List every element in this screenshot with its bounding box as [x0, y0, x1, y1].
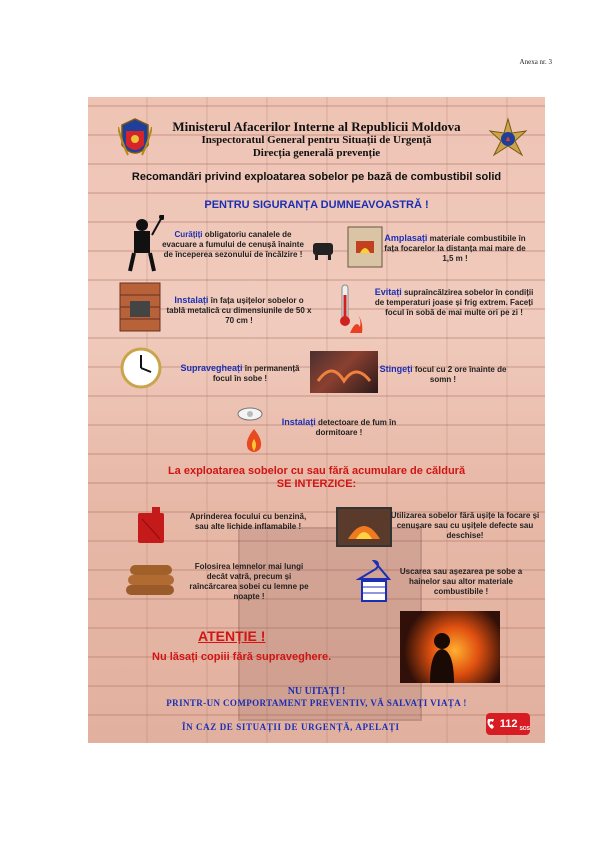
warning-title: ATENȚIE !	[198, 628, 266, 644]
rec-extinguish: Stingeți focul cu 2 ore înainte de somn !	[379, 364, 507, 384]
warning-text: Nu lăsați copiii fără supraveghere.	[152, 651, 332, 663]
jerrycan-icon	[136, 505, 166, 545]
flame-icon	[244, 427, 264, 453]
prohibit-gasoline: Aprinderea focului cu benzină, sau alte lichide inflamabile !	[189, 512, 307, 531]
rec-place-materials: Amplasați materiale combustibile în fața focarelor la distanța mai mare de 1,5 m !	[384, 233, 526, 263]
fire-safety-poster	[88, 97, 545, 743]
thermometer-flame-icon	[332, 283, 364, 335]
rec-smoke-detectors: Instalați detectoare de fum în dormitoare !	[281, 417, 397, 437]
ministry-name: Ministerul Afacerilor Interne al Republicii Moldova	[172, 119, 461, 134]
open-stove-icon	[336, 507, 392, 547]
rec-avoid-overheating: Evitați supraîncălzirea sobelor în condiții de temperaturi joase și frig extrem. Faceți focul în sobă de mai multe ori pe zi !	[374, 287, 534, 317]
clock-icon	[120, 347, 162, 389]
annex-label: Anexa nr. 3	[519, 58, 552, 66]
footer-reminder: NU UITAȚI !	[287, 686, 346, 697]
logs-icon	[124, 563, 178, 603]
armchair-icon	[310, 237, 336, 261]
child-fire-image	[400, 611, 500, 683]
fire-image	[310, 351, 378, 393]
hanger-icon	[356, 557, 392, 603]
emergency-number-badge: 112 SOS	[486, 713, 530, 735]
directorate-name: Direcția generală prevenție	[252, 147, 381, 159]
smoke-detector-icon	[236, 407, 264, 421]
stove-icon	[118, 281, 162, 333]
prohibit-drying-clothes: Uscarea sau așezarea pe sobe a hainelor sau altor materiale combustibile !	[399, 567, 523, 596]
poster-subtitle: PENTRU SIGURANȚA DUMNEAVOASTRĂ !	[204, 199, 429, 211]
footer-preventive: PRINTR-UN COMPORTAMENT PREVENTIV, VĂ SALVAȚI VIAȚA !	[166, 698, 467, 708]
poster-title: Recomandări privind exploatarea sobelor pe bază de combustibil solid	[131, 171, 502, 183]
rec-clean-chimney: Curățiți obligatoriu canalele de evacuare a fumului de cenușă înainte de începerea sezonului de încălzire !	[162, 230, 304, 259]
prohibit-long-logs: Folosirea lemnelor mai lungi decât vatră, precum și raîncărcarea sobei cu lemne pe noapte !	[189, 562, 309, 601]
prohibit-no-doors: Utilizarea sobelor fără ușițe la focare și cenușare sau cu ușițele defecte sau deschise!	[390, 511, 540, 540]
rec-supervise: Supravegheați în permanență focul în sobe !	[180, 363, 300, 383]
rec-metal-sheet: Instalați în fața ușițelor sobelor o tablă metalică cu dimensiunile de 50 x 70 cm !	[166, 295, 312, 325]
prohibition-heading: La exploatarea sobelor cu sau fără acumulare de căldură SE INTERZICE:	[167, 465, 466, 490]
inspectorate-name: Inspectoratul General pentru Situații de Urgență	[201, 134, 432, 146]
phone-icon	[486, 717, 498, 731]
footer-emergency: ÎN CAZ DE SITUAȚII DE URGENȚĂ, APELAȚI	[182, 722, 400, 732]
oven-icon	[346, 225, 384, 269]
